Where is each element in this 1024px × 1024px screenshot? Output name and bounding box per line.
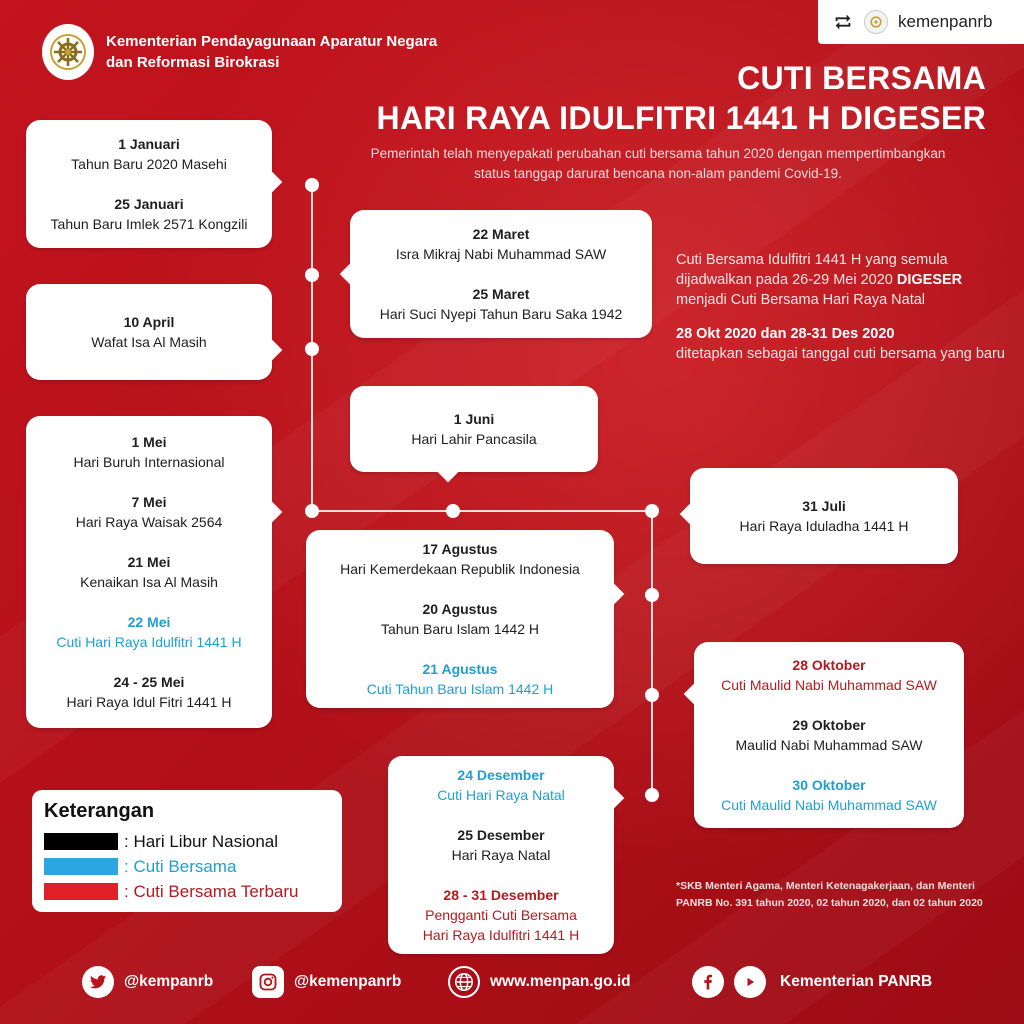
legend-label: : Cuti Bersama Terbaru [124,881,299,901]
cuti-date: 21 Agustus [422,661,498,677]
holiday-date: 29 Oktober [792,717,866,733]
title-line1: CUTI BERSAMA [737,60,986,96]
holiday-desc: Maulid Nabi Muhammad SAW [735,737,923,753]
holiday-date: 25 Januari [114,196,184,212]
holiday-date: 25 Maret [472,286,530,302]
instagram-icon [252,966,284,998]
ministry-logo [42,24,94,80]
holiday-desc: Hari Raya Iduladha 1441 H [739,518,909,534]
repost-badge[interactable] [818,0,1024,44]
info-p1-bold: DIGESER [896,272,963,288]
instagram-handle[interactable]: @kemenpanrb [294,973,402,990]
holiday-date: 10 April [123,314,175,330]
repost-username[interactable]: kemenpanrb [898,12,993,31]
website-link[interactable] [448,966,631,998]
legend-item-national [44,829,330,854]
card-agustus [306,530,614,708]
holiday-date: 31 Juli [802,498,846,514]
holiday-desc: Hari Raya Natal [451,847,551,863]
globe-icon [448,966,480,998]
timeline-dot [645,504,659,518]
card-juni [350,386,598,472]
card-desember [388,756,614,954]
info-p2-after: ditetapkan sebagai tanggal cuti bersama yang baru [676,346,1005,362]
page-subtitle: Pemerintah telah menyepakati perubahan cuti bersama tahun 2020 dengan mempertimbangkan status tanggap darurat bencana non-alam pandemi Covid-19. [370,146,946,181]
instagram-link[interactable] [252,966,401,998]
holiday-desc: Wafat Isa Al Masih [91,334,207,350]
timeline-dot [645,688,659,702]
card-mei [26,416,272,728]
facebook-youtube-link[interactable] [692,966,932,998]
holiday-desc: Hari Lahir Pancasila [411,431,537,447]
holiday-date: 20 Agustus [422,601,498,617]
footnote: *SKB Menteri Agama, Menteri Ketenagakerjaan, dan Menteri PANRB No. 391 tahun 2020, 02 tahun 2020, dan 02 tahun 2020 [676,880,983,909]
card-maret [350,210,652,338]
holiday-desc: Isra Mikraj Nabi Muhammad SAW [395,246,607,262]
timeline-dot [645,588,659,602]
cuti-baru-desc: Hari Raya Idulfitri 1441 H [422,927,580,943]
holiday-date: 21 Mei [127,554,171,570]
twitter-handle[interactable]: @kempanrb [124,973,214,990]
footer [0,966,1024,1016]
holiday-date: 1 Mei [131,434,167,450]
ministry-name-line1: Kementerian Pendayagunaan Aparatur Negara [106,33,438,50]
legend-item-cuti-baru [44,879,330,904]
holiday-desc: Tahun Baru Imlek 2571 Kongzili [50,216,248,232]
card-april [26,284,272,380]
website-url[interactable]: www.menpan.go.id [490,973,631,990]
legend-label: : Hari Libur Nasional [124,831,279,851]
cuti-desc: Cuti Maulid Nabi Muhammad SAW [721,797,937,813]
facebook-icon [692,966,724,998]
holiday-desc: Tahun Baru 2020 Masehi [71,156,227,172]
info-p2-bold: 28 Okt 2020 dan 28-31 Des 2020 [676,326,895,342]
holiday-desc: Kenaikan Isa Al Masih [80,574,218,590]
holiday-date: 25 Desember [457,827,545,843]
holiday-date: 7 Mei [131,494,167,510]
cuti-date: 30 Oktober [792,777,866,793]
legend-title: Keterangan [44,800,155,822]
legend-swatch-red [44,883,118,900]
legend-swatch-black [44,833,118,850]
repost-icon [832,11,854,33]
timeline-dot [645,788,659,802]
holiday-desc: Tahun Baru Islam 1442 H [381,621,539,637]
timeline-dot [446,504,460,518]
holiday-desc: Hari Suci Nyepi Tahun Baru Saka 1942 [379,306,623,322]
info-p1-after: menjadi Cuti Bersama Hari Raya Natal [676,292,926,308]
info-text [676,250,1006,364]
legend-label: : Cuti Bersama [124,856,237,876]
cuti-baru-date: 28 Oktober [792,657,866,673]
ministry-name-line2: dan Reformasi Birokrasi [106,54,280,71]
timeline-dot [305,178,319,192]
cuti-baru-date: 28 - 31 Desember [443,887,559,903]
page-title [377,58,986,138]
holiday-date: 24 - 25 Mei [113,674,185,690]
card-juli [690,468,958,564]
holiday-desc: Hari Raya Waisak 2564 [75,514,223,530]
timeline-dot [305,504,319,518]
cuti-date: 24 Desember [457,767,545,783]
card-oktober [694,642,964,828]
legend [32,790,342,912]
cuti-baru-desc: Pengganti Cuti Bersama [425,907,577,923]
holiday-date: 22 Maret [472,226,530,242]
cuti-desc: Cuti Hari Raya Idulfitri 1441 H [56,634,242,650]
legend-item-cuti [44,854,330,879]
timeline-line [311,510,653,512]
legend-swatch-blue [44,858,118,875]
holiday-desc: Hari Buruh Internasional [73,454,225,470]
ministry-logo [864,10,888,34]
twitter-link[interactable] [82,966,213,998]
holiday-date: 17 Agustus [422,541,498,557]
facebook-youtube-name[interactable]: Kementerian PANRB [780,973,933,990]
timeline-dot [305,342,319,356]
title-line2: HARI RAYA IDULFITRI 1441 H DIGESER [376,100,986,136]
holiday-date: 1 Juni [453,411,495,427]
cuti-date: 22 Mei [127,614,171,630]
holiday-desc: Hari Raya Idul Fitri 1441 H [66,694,232,710]
holiday-desc: Hari Kemerdekaan Republik Indonesia [340,561,580,577]
holiday-date: 1 Januari [118,136,180,152]
twitter-icon [82,966,114,998]
cuti-desc: Cuti Tahun Baru Islam 1442 H [366,681,554,697]
cuti-desc: Cuti Hari Raya Natal [437,787,565,803]
timeline-line [651,510,653,798]
cuti-baru-desc: Cuti Maulid Nabi Muhammad SAW [721,677,937,693]
info-p1-before: Cuti Bersama Idulfitri 1441 H yang semula dijadwalkan pada 26-29 Mei 2020 [676,252,948,288]
timeline-dot [305,268,319,282]
youtube-icon [734,966,766,998]
card-januari [26,120,272,248]
